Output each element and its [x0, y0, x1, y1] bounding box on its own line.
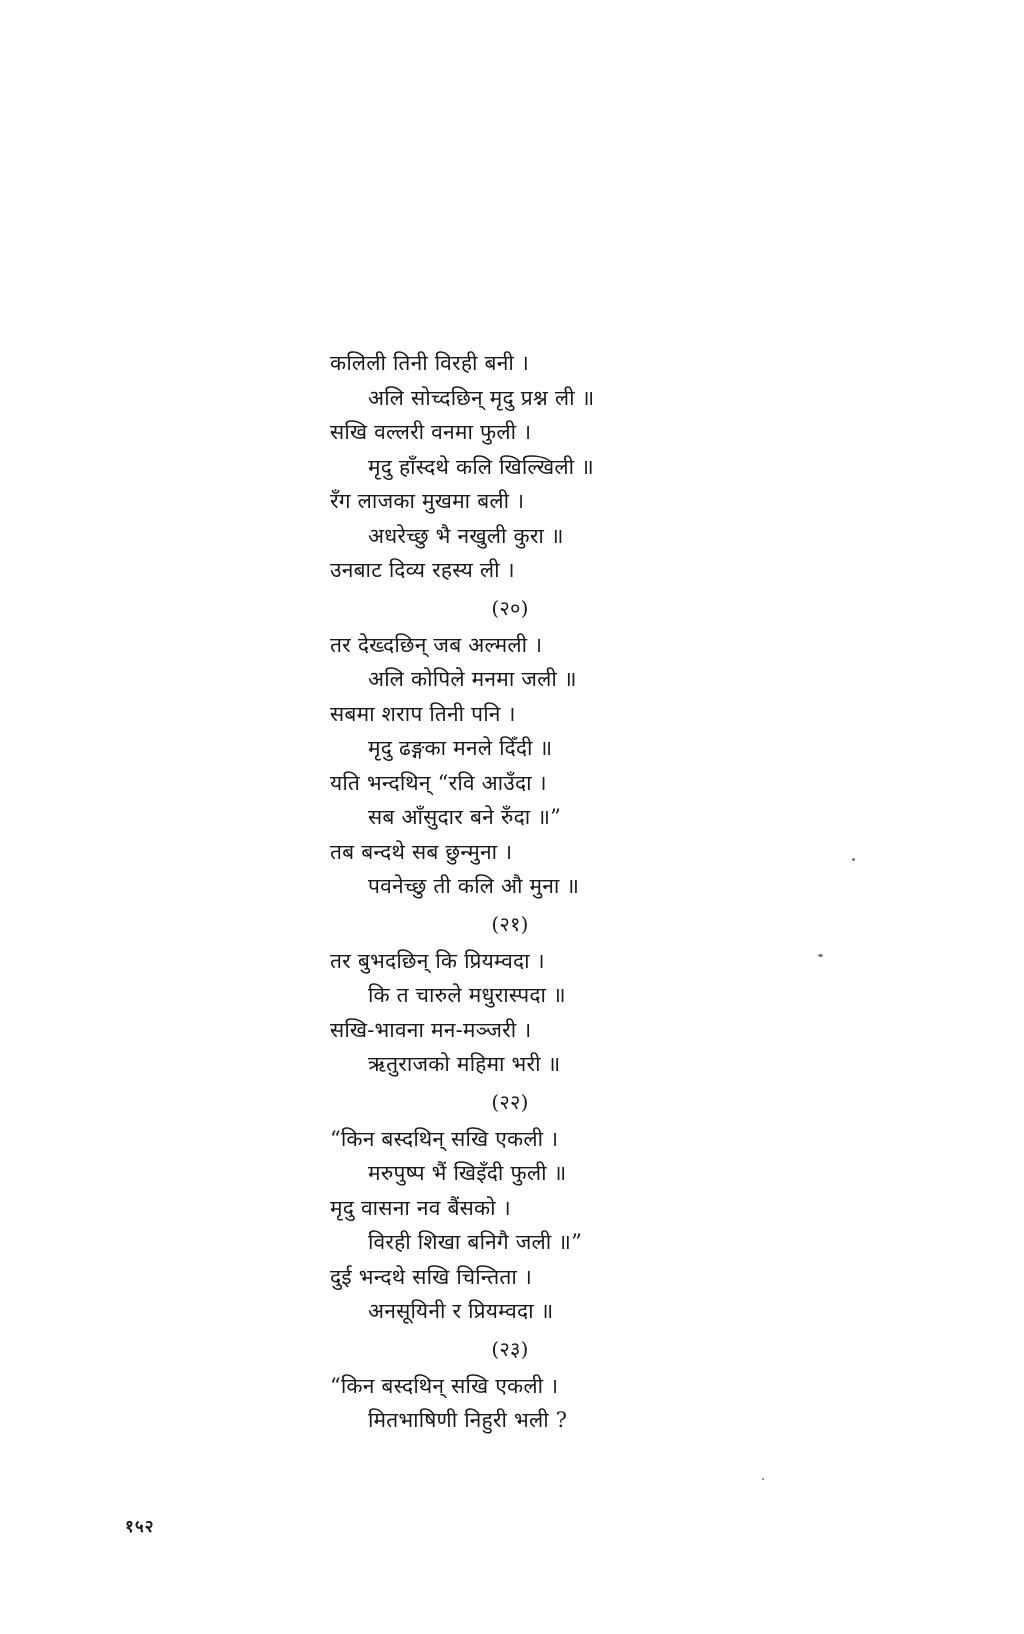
print-speck	[852, 858, 855, 861]
verse-line-indented: मृदु हाँस्दथे कलि खिल्खिली ॥	[368, 454, 594, 479]
poem-body	[330, 346, 690, 1438]
verse-line: तर बुभदछिन् कि प्रियम्वदा ।	[330, 948, 545, 973]
verse-line-indented: अलि कोपिले मनमा जली ॥	[368, 667, 577, 691]
verse-line: सबमा शराप तिनी पनि ।	[330, 701, 516, 726]
print-speck	[818, 954, 823, 957]
verse-line-indented: कि त चारुले मधुरास्पदा ॥	[368, 983, 566, 1007]
verse-line: यति भन्दथिन् “रवि आउँदा ।	[330, 770, 547, 795]
verse-line-indented: मितभाषिणी निहुरी भली ?	[368, 1408, 568, 1432]
verse-line: “किन बस्दथिन् सखि एकली ।	[330, 1373, 559, 1398]
verse-line: कलिली तिनी विरही बनी ।	[330, 351, 530, 375]
verse-line: तब बन्दथे सब छुन्मुना ।	[330, 839, 513, 864]
verse-line-indented: अधरेच्छु भै नखुली कुरा ॥	[368, 523, 564, 548]
verse-line: सखि वल्लरी वनमा फुली ।	[330, 420, 532, 444]
page-number: १५२	[125, 1517, 155, 1537]
verse-line: तर देख्दछिन् जब अल्मली ।	[330, 632, 543, 657]
verse-line-indented: पवनेच्छु ती कलि औ मुना ॥	[368, 874, 580, 898]
verse-line-indented: मरुपुष्प भैं खिइँदी फुली ॥	[368, 1161, 567, 1185]
verse-line-indented: सब आँसुदार बने रुँदा ॥”	[368, 805, 562, 829]
verse-line-indented: अलि सोच्दछिन् मृदु प्रश्न ली ॥	[368, 385, 595, 410]
verse-line: मृदु वासना नव बैंसको ।	[330, 1195, 511, 1220]
verse-line-indented: मृदु ढङ्गका मनले दिँदी ॥	[368, 736, 553, 760]
verse-line-indented: विरही शिखा बनिगै जली ॥”	[368, 1230, 583, 1254]
stanza-number: (२३)	[491, 1336, 529, 1361]
verse-line: उनबाट दिव्य रहस्य ली ।	[330, 558, 515, 582]
verse-line: “किन बस्दथिन् सखि एकली ।	[330, 1126, 559, 1151]
verse-line: सखि-भावना मन-मञ्जरी ।	[330, 1017, 532, 1042]
stanza-number: (२२)	[491, 1089, 529, 1114]
verse-line: दुई भन्दथे सखि चिन्तिता ।	[330, 1264, 533, 1289]
verse-line-indented: अनसूयिनी र प्रियम्वदा ॥	[368, 1299, 554, 1323]
verse-line-indented: ऋतुराजको महिमा भरी ॥	[368, 1052, 561, 1076]
print-speck	[762, 1478, 764, 1480]
stanza-number: (२०)	[491, 595, 529, 620]
verse-line: रँग लाजका मुखमा बली ।	[330, 489, 525, 513]
stanza-number: (२१)	[491, 911, 529, 936]
